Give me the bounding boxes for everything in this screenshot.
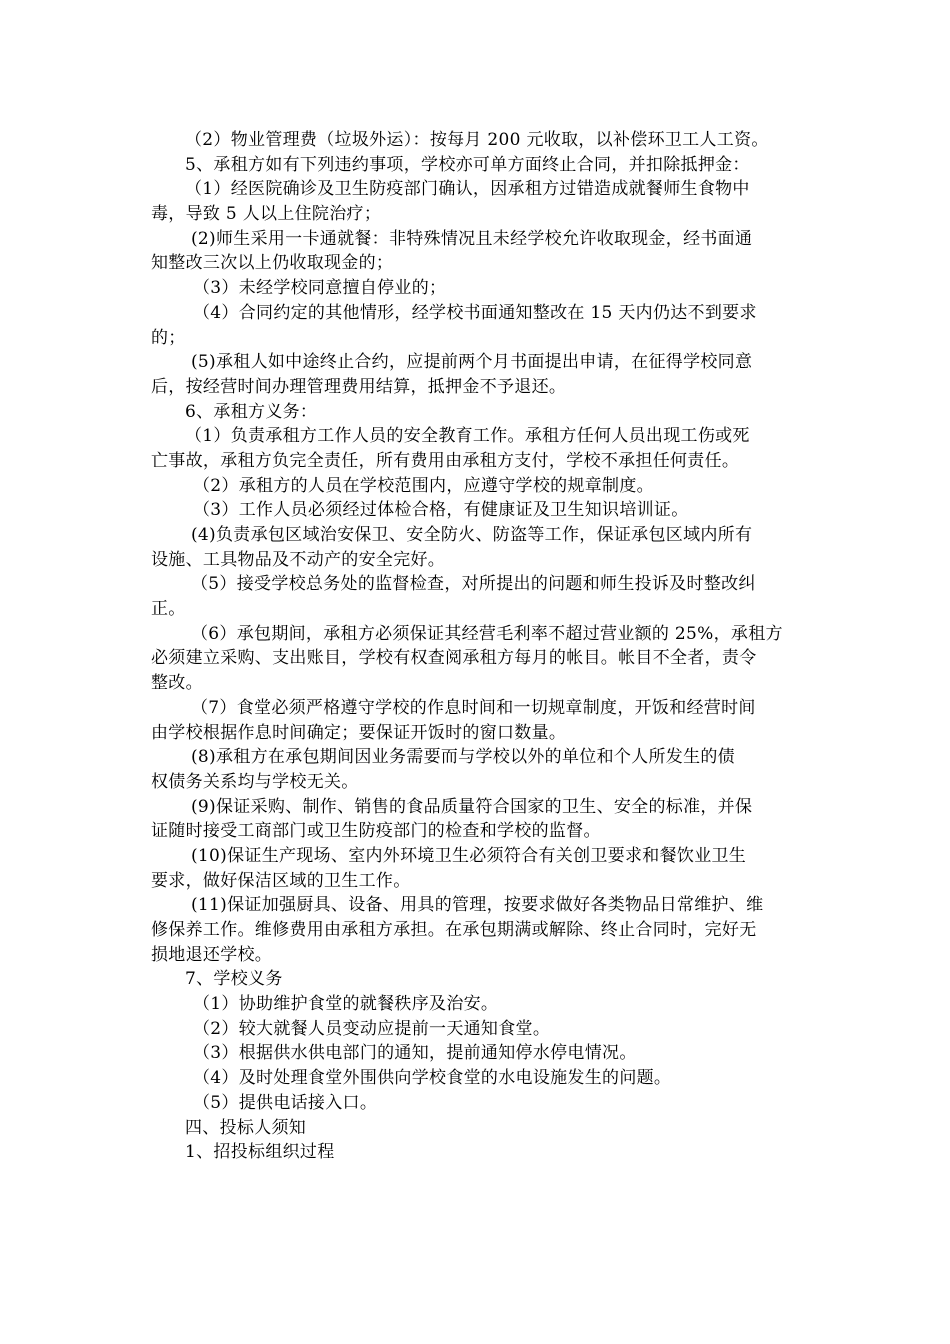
text-line: 整改。 (151, 673, 203, 694)
text-line: 亡事故，承租方负完全责任，所有费用由承租方支付，学校不承担任何责任。 (151, 450, 740, 471)
document-body (151, 128, 803, 1165)
text-line: 正。 (151, 599, 186, 620)
text-line: 要求，做好保洁区域的卫生工作。 (151, 870, 411, 891)
text-line: (5)承租人如中途终止合约，应提前两个月书面提出申请，在征得学校同意 (191, 352, 753, 373)
text-line: 证随时接受工商部门或卫生防疫部门的检查和学校的监督。 (151, 821, 601, 842)
text-line: 修保养工作。维修费用由承租方承担。在承包期满或解除、终止合同时，完好无 (151, 920, 757, 940)
text-line: 7、学校义务 (185, 969, 283, 990)
text-line: （3）根据供水供电部门的通知，提前通知停水停电情况。 (193, 1043, 637, 1064)
text-line: 由学校根据作息时间确定；要保证开饭时的窗口数量。 (151, 722, 567, 743)
text-line: （5）提供电话接入口。 (193, 1092, 378, 1113)
text-line: （4）合同约定的其他情形，经学校书面通知整改在 15 天内仍达不到要求 (193, 302, 757, 323)
text-line: 权债务关系均与学校无关。 (151, 771, 359, 792)
text-line: 设施、工具物品及不动产的安全完好。 (151, 549, 446, 570)
text-line: （1）负责承租方工作人员的安全教育工作。承租方任何人员出现工伤或死 (185, 426, 750, 447)
text-line: 6、承租方义务： (185, 401, 318, 422)
text-line: 必须建立采购、支出账目，学校有权查阅承租方每月的帐目。帐目不全者，责令 (151, 648, 757, 669)
text-line: 毒，导致 5 人以上住院治疗； (151, 204, 382, 225)
text-line: (9)保证采购、制作、销售的食品质量符合国家的卫生、安全的标准，并保 (191, 796, 753, 817)
text-line: (2)师生采用一卡通就餐：非特殊情况且未经学校允许收取现金，经书面通 (191, 228, 753, 249)
text-line: (11)保证加强厨具、设备、用具的管理，按要求做好各类物品日常维护、维 (191, 895, 764, 916)
text-line: (4)负责承包区域治安保卫、安全防火、防盗等工作，保证承包区域内所有 (191, 525, 753, 545)
text-line: 的； (151, 327, 186, 348)
text-line: （5）接受学校总务处的监督检查，对所提出的问题和师生投诉及时整改纠 (191, 574, 756, 595)
text-line: 后，按经营时间办理管理费用结算，抵押金不予退还。 (151, 376, 567, 397)
text-line: （2）物业管理费（垃圾外运）：按每月 200 元收取，以补偿环卫工人工资。 (185, 130, 769, 150)
text-line: （7）食堂必须严格遵守学校的作息时间和一切规章制度，开饭和经营时间 (191, 697, 756, 718)
text-line: 5、承租方如有下列违约事项，学校亦可单方面终止合同，并扣除抵押金： (185, 154, 750, 175)
text-line: （3）未经学校同意擅自停业的； (193, 278, 447, 299)
text-line: （4）及时处理食堂外围供向学校食堂的水电设施发生的问题。 (193, 1068, 672, 1089)
text-line: （2）承租方的人员在学校范围内，应遵守学校的规章制度。 (193, 475, 654, 496)
text-line: （3）工作人员必须经过体检合格，有健康证及卫生知识培训证。 (193, 500, 689, 521)
text-line: （1）经医院确诊及卫生防疫部门确认，因承租方过错造成就餐师生食物中 (185, 179, 750, 200)
text-line: 四、投标人须知 (185, 1117, 307, 1138)
text-line: （6）承包期间，承租方必须保证其经营毛利率不超过营业额的 25%，承租方 (191, 623, 783, 644)
text-line: （2）较大就餐人员变动应提前一天通知食堂。 (193, 1018, 551, 1039)
text-line: （1）协助维护食堂的就餐秩序及治安。 (193, 994, 499, 1015)
text-line: 损地退还学校。 (151, 944, 273, 965)
text-line: 1、招投标组织过程 (185, 1142, 335, 1163)
text-line: (10)保证生产现场、室内外环境卫生必须符合有关创卫要求和餐饮业卫生 (191, 845, 747, 866)
text-line: 知整改三次以上仍收取现金的； (151, 253, 394, 274)
text-line: (8)承租方在承包期间因业务需要而与学校以外的单位和个人所发生的债 (191, 747, 735, 768)
